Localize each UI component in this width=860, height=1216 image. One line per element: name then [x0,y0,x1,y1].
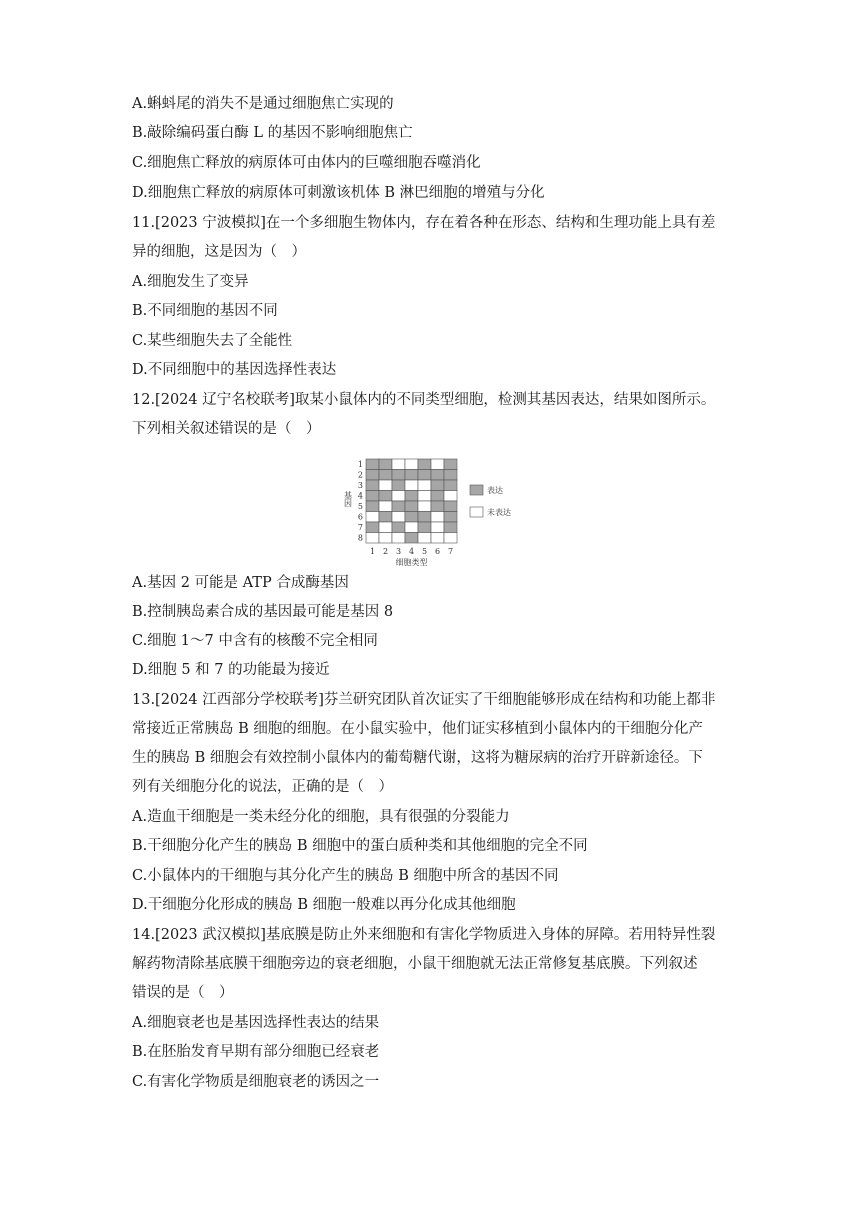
grid-cell [379,480,392,491]
grid-cell [392,470,405,481]
text-line: 11.[2023 宁波模拟]在一个多细胞生物体内，存在着各种在形态、结构和生理功能上具有差 [132,215,716,231]
grid-cell [418,501,431,512]
grid-cell [405,522,418,533]
gene-expression-grid [336,455,536,573]
grid-cell [366,491,379,502]
text-line: C.细胞 1～7 中含有的核酸不完全相同 [132,633,378,649]
cell-tick-label: 3 [395,547,402,556]
grid-cell [379,522,392,533]
grid-cell [431,533,444,544]
grid-cell [366,459,379,470]
text-line: D.细胞焦亡释放的病原体可刺激该机体 B 淋巴细胞的增殖与分化 [132,185,545,201]
gene-tick-label: 5 [357,502,363,511]
grid-cell [444,522,457,533]
grid-cell [405,491,418,502]
grid-cell [405,480,418,491]
grid-cell [444,512,457,523]
grid-cell [366,512,379,523]
text-line: 生的胰岛 B 细胞会有效控制小鼠体内的葡萄糖代谢，这将为糖尿病的治疗开辟新途径。下 [132,750,703,766]
grid-cell [444,533,457,544]
grid-cell [418,533,431,544]
text-line: A.蝌蚪尾的消失不是通过细胞焦亡实现的 [132,96,394,112]
grid-cell [431,512,444,523]
gene-tick-label: 2 [357,470,363,480]
legend-swatch [470,507,483,517]
legend-label: 未表达 [487,508,511,517]
text-line: D.细胞 5 和 7 的功能最为接近 [132,662,330,678]
x-axis-label: 细胞类型 [395,558,428,567]
grid-cell [379,533,392,544]
cell-tick-label: 4 [408,547,415,556]
grid-cell [418,512,431,523]
grid-cell [366,522,379,533]
text-line: C.某些细胞失去了全能性 [132,333,293,349]
grid-cell [392,522,405,533]
grid-cell [366,501,379,512]
grid-cell [431,501,444,512]
grid-cell [379,491,392,502]
text-line: 解药物清除基底膜干细胞旁边的衰老细胞，小鼠干细胞就无法正常修复基底膜。下列叙述 [132,956,698,972]
gene-tick-label: 7 [357,523,363,532]
grid-cell [444,480,457,491]
grid-cell [431,491,444,502]
grid-cell [392,491,405,502]
grid-cell [405,470,418,481]
cell-tick-label: 2 [382,547,389,556]
text-line: A.基因 2 可能是 ATP 合成酶基因 [132,575,349,591]
text-line: 列有关细胞分化的说法，正确的是（ ） [132,779,393,795]
text-line: 13.[2024 江西部分学校联考]芬兰研究团队首次证实了干细胞能够形成在结构和功能上都非 [132,692,716,708]
grid-cell [392,512,405,523]
grid-cell [444,470,457,481]
grid-cell [418,470,431,481]
grid-cell [366,470,379,481]
text-line: C.小鼠体内的干细胞与其分化产生的胰岛 B 细胞中所含的基因不同 [132,868,559,884]
grid-cell [444,501,457,512]
text-line: 常接近正常胰岛 B 细胞的细胞。在小鼠实验中，他们证实移植到小鼠体内的干细胞分化产 [132,721,703,737]
grid-cell [392,459,405,470]
text-line: B.敲除编码蛋白酶 L 的基因不影响细胞焦亡 [132,125,413,141]
cell-tick-label: 1 [369,547,376,556]
grid-cell [366,533,379,544]
text-line: 14.[2023 武汉模拟]基底膜是防止外来细胞和有害化学物质进入身体的屏障。若用特异性裂 [132,927,716,943]
gene-tick-label: 1 [357,460,363,469]
grid-cell [431,459,444,470]
text-line: 下列相关叙述错误的是（ ） [132,421,321,437]
text-line: A.细胞发生了变异 [132,274,249,290]
grid-cell [392,501,405,512]
grid-cell [379,470,392,481]
cell-tick-label: 5 [421,547,428,556]
grid-cell [379,501,392,512]
grid-cell [405,501,418,512]
gene-tick-label: 3 [357,481,363,490]
legend-swatch [470,485,483,495]
grid-cell [444,459,457,470]
grid-cell [444,491,457,502]
grid-cell [418,522,431,533]
text-line: D.干细胞分化形成的胰岛 B 细胞一般难以再分化成其他细胞 [132,897,516,913]
grid-cell [405,533,418,544]
text-line: C.有害化学物质是细胞衰老的诱因之一 [132,1074,380,1090]
grid-cell [392,480,405,491]
grid-cell [405,512,418,523]
text-line: A.细胞衰老也是基因选择性表达的结果 [132,1015,380,1031]
gene-expression-figure [336,455,536,573]
legend-label: 表达 [487,486,503,495]
grid-cell [379,459,392,470]
cell-tick-label: 7 [447,547,454,556]
grid-cell [431,522,444,533]
text-line: B.不同细胞的基因不同 [132,303,278,319]
grid-cell [418,491,431,502]
text-line: 错误的是（ ） [132,985,234,1001]
cell-tick-label: 6 [434,547,441,556]
gene-tick-label: 8 [357,533,363,543]
grid-cell [366,480,379,491]
text-line: 12.[2024 辽宁名校联考]取某小鼠体内的不同类型细胞，检测其基因表达，结果如图所示。 [132,392,716,408]
grid-cell [431,480,444,491]
grid-cell [418,459,431,470]
y-axis-label: 基因 [343,491,353,507]
text-line: D.不同细胞中的基因选择性表达 [132,362,337,378]
gene-tick-label: 6 [357,512,363,522]
grid-cell [405,459,418,470]
text-line: A.造血干细胞是一类未经分化的细胞，具有很强的分裂能力 [132,809,510,825]
grid-cell [379,512,392,523]
text-line: B.控制胰岛素合成的基因最可能是基因 8 [132,604,394,620]
text-line: 异的细胞，这是因为（ ） [132,244,306,260]
grid-cell [418,480,431,491]
grid-cell [431,470,444,481]
grid-cell [392,533,405,544]
text-line: B.干细胞分化产生的胰岛 B 细胞中的蛋白质种类和其他细胞的完全不同 [132,838,588,854]
text-line: C.细胞焦亡释放的病原体可由体内的巨噬细胞吞噬消化 [132,155,481,171]
gene-tick-label: 4 [357,491,363,501]
text-line: B.在胚胎发育早期有部分细胞已经衰老 [132,1044,380,1060]
